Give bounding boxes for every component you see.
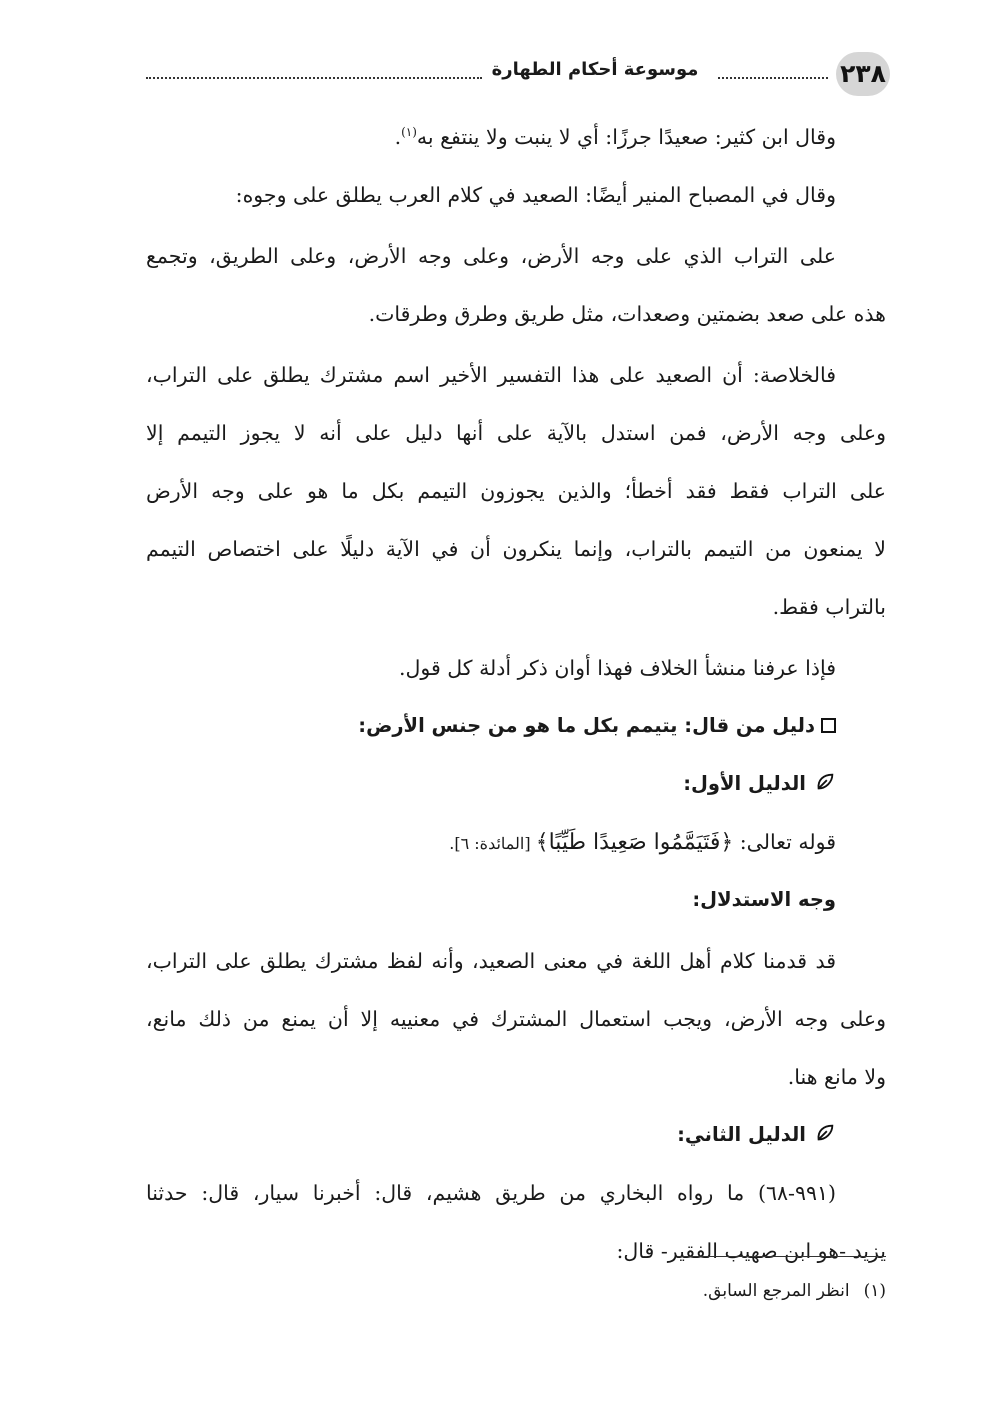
square-icon [821, 718, 836, 733]
text-line: يزيد -هو ابن صهيب الفقير- قال: [616, 1239, 886, 1263]
text-line: بالتراب فقط. [772, 595, 886, 619]
verse-reference: [المائدة: ٦]. [449, 834, 536, 853]
text-line: ولا مانع هنا. [787, 1065, 886, 1089]
text-span: قوله تعالى: [733, 830, 836, 854]
text-line: وقال في المصباح المنير أيضًا: الصعيد في كلام العرب يطلق على وجوه: [235, 183, 836, 207]
page-number: ٢٣٨ [836, 52, 890, 96]
footnote-text: انظر المرجع السابق. [702, 1281, 850, 1301]
header-dotted-rule [718, 77, 828, 79]
text-span: وقال ابن كثير: صعيدًا جرزًا: أي لا ينبت ولا ينتفع به [416, 125, 836, 149]
header-dotted-rule [146, 77, 482, 79]
heading-text: الدليل الثاني: [677, 1123, 806, 1146]
text-line: هذه على صعد بضمتين وصعدات، مثل طريق وطرق وطرقات. [368, 302, 886, 326]
book-title: موسوعة أحكام الطهارة [491, 59, 699, 80]
text-line: وعلى وجه الأرض، ويجب استعمال المشترك في معنييه إلا أن يمنع من ذلك مانع، [146, 1007, 886, 1031]
heading-text: الدليل الأول: [683, 772, 806, 795]
text-line: وعلى وجه الأرض، فمن استدل بالآية على أنها دليل على أنه لا يجوز التيمم إلا [146, 421, 886, 445]
text-line: فالخلاصة: أن الصعيد على هذا التفسير الأخير اسم مشترك يطلق على التراب، [146, 363, 836, 387]
footnote-number: (١) [863, 1281, 886, 1301]
footnote-separator [680, 1256, 886, 1257]
page-header [146, 50, 890, 98]
subsection-heading [146, 755, 886, 813]
text-line: لا يمنعون من التيمم بالتراب، وإنما ينكرون أن في الآية دليلًا على اختصاص التيمم [146, 537, 886, 561]
text-line: فإذا عرفنا منشأ الخلاف فهذا أوان ذكر أدلة كل قول. [398, 656, 836, 680]
footnote-marker[interactable]: (١) [401, 125, 417, 140]
heading-text: دليل من قال: يتيمم بكل ما هو من جنس الأرض: [358, 714, 815, 737]
page-body [146, 108, 886, 1280]
quran-verse: ﴿فَتَيَمَّمُوا صَعِيدًا طَيِّبًا﴾ [535, 830, 734, 855]
text-line: على التراب فقط فقد أخطأ؛ والذين يجوزون التيمم بكل ما هو على وجه الأرض [146, 479, 886, 503]
leaf-icon [814, 1122, 836, 1144]
text-line: على التراب الذي على وجه الأرض، وعلى وجه الأرض، وعلى الطريق، وتجمع [146, 244, 836, 268]
text-line [146, 108, 886, 166]
text-line [146, 813, 886, 871]
text-line: (٩٩١-٦٨) ما رواه البخاري من طريق هشيم، قال: أخبرنا سيار، قال: حدثنا [146, 1181, 836, 1205]
section-heading [146, 697, 886, 755]
text-span: . [394, 125, 402, 149]
footnote [146, 1274, 886, 1308]
subsection-heading [146, 1106, 886, 1164]
text-line: قد قدمنا كلام أهل اللغة في معنى الصعيد، وأنه لفظ مشترك يطلق على التراب، [146, 949, 836, 973]
subsection-heading: وجه الاستدلال: [692, 888, 836, 911]
leaf-icon [814, 771, 836, 793]
